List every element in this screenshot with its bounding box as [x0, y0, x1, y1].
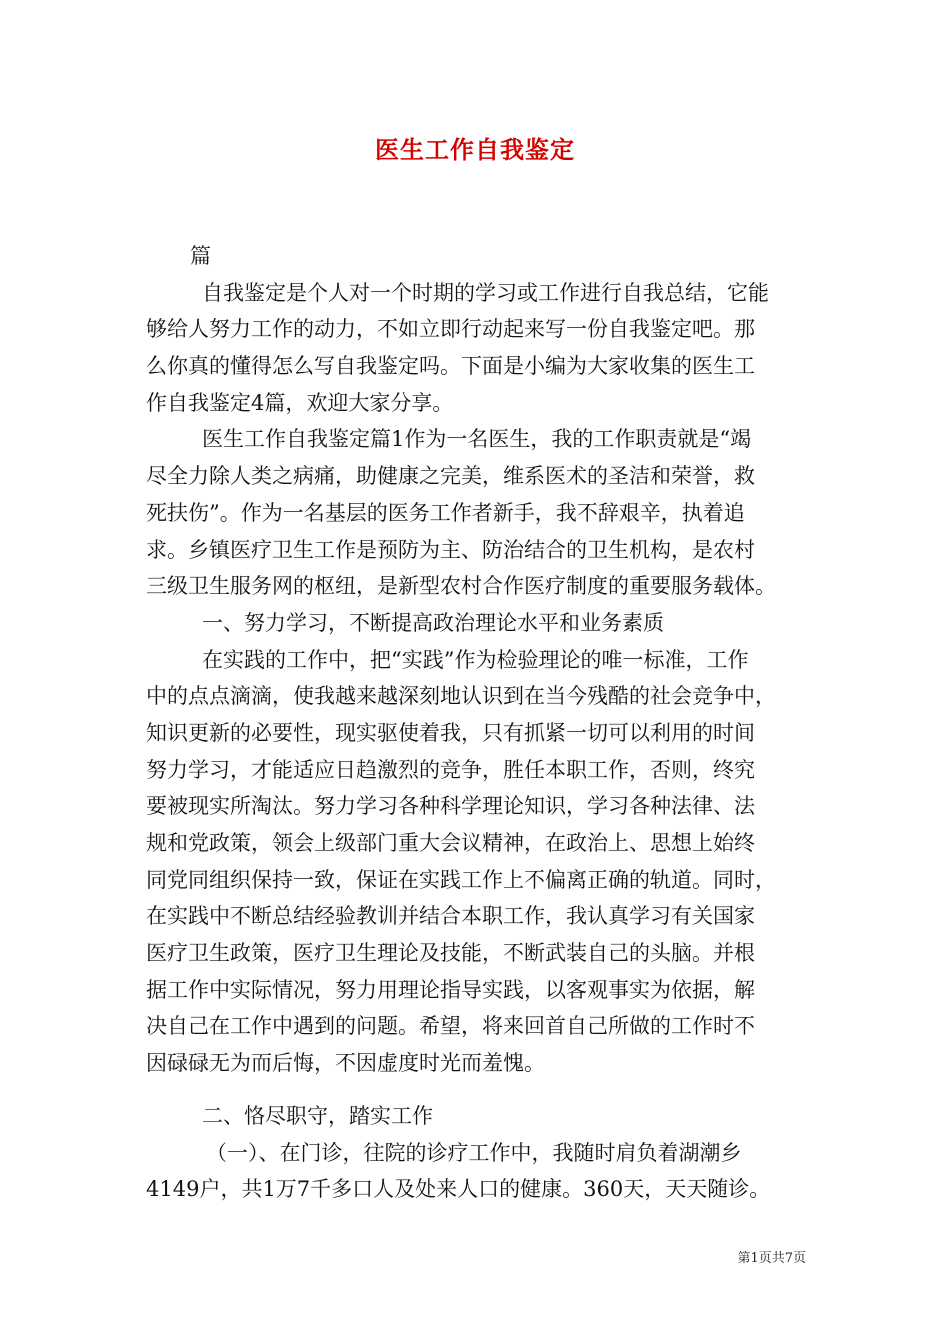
- paragraph-line: 么你真的懂得怎么写自我鉴定吗。下面是小编为大家收集的医生工: [146, 354, 755, 379]
- paragraph-line: 求。乡镇医疗卫生工作是预防为主、防治结合的卫生机构，是农村: [146, 537, 755, 562]
- paragraph-line: 4149户，共1万7千多口人及处来人口的健康。360天，天天随诊。: [146, 1177, 771, 1202]
- paragraph-line: 同党同组织保持一致，保证在实践工作上不偏离正确的轨道。同时，: [146, 867, 776, 892]
- document-body: [146, 238, 808, 1208]
- paragraph-line: 知识更新的必要性，现实驱使着我，只有抓紧一切可以利用的时间: [146, 720, 755, 745]
- paragraph-line: 规和党政策，领会上级部门重大会议精神，在政治上、思想上始终: [146, 831, 755, 855]
- section-heading: 二、恪尽职守，踏实工作: [202, 1103, 433, 1128]
- paragraph-line: 尽全力除人类之病痛，助健康之完美，维系医术的圣洁和荣誉，救: [146, 464, 755, 489]
- paragraph-line: 自我鉴定是个人对一个时期的学习或工作进行自我总结，它能: [202, 280, 769, 305]
- page-number: 第1页共7页: [737, 1251, 806, 1266]
- paragraph-line: 在实践中不断总结经验教训并结合本职工作，我认真学习有关国家: [146, 904, 755, 929]
- paragraph-line: 要被现实所淘汰。努力学习各种科学理论知识，学习各种法律、法: [146, 794, 755, 819]
- paragraph-line: 医生工作自我鉴定篇1作为一名医生，我的工作职责就是“竭: [202, 427, 752, 452]
- paragraph-line: 三级卫生服务网的枢纽，是新型农村合作医疗制度的重要服务载体。: [146, 574, 776, 599]
- paragraph-line: 据工作中实际情况，努力用理论指导实践，以客观事实为依据，解: [146, 977, 755, 1002]
- paragraph-line: 医疗卫生政策，医疗卫生理论及技能，不断武装自己的头脑。并根: [146, 941, 755, 966]
- page-title: 医生工作自我鉴定: [375, 135, 575, 164]
- paragraph-line: 死扶伤”。作为一名基层的医务工作者新手，我不辞艰辛，执着追: [146, 500, 745, 525]
- paragraph-line: 中的点点滴滴，使我越来越深刻地认识到在当今残酷的社会竞争中，: [146, 684, 776, 709]
- paragraph-gap: [146, 1082, 808, 1098]
- section-marker: 篇: [190, 244, 211, 268]
- paragraph-line: 作自我鉴定4篇，欢迎大家分享。: [146, 390, 454, 415]
- paragraph-line: （一）、在门诊，往院的诊疗工作中，我随时肩负着湖潮乡: [206, 1140, 742, 1165]
- paragraph-line: 努力学习，才能适应日趋激烈的竞争，胜任本职工作，否则，终究: [146, 757, 755, 782]
- paragraph-line: 在实践的工作中，把“实践”作为检验理论的唯一标准，工作: [202, 647, 749, 672]
- section-heading: 一、努力学习，不断提高政治理论水平和业务素质: [202, 610, 664, 635]
- paragraph-line: 够给人努力工作的动力，不如立即行动起来写一份自我鉴定吧。那: [146, 317, 755, 342]
- paragraph-line: 决自己在工作中遇到的问题。希望，将来回首自己所做的工作时不: [146, 1014, 755, 1039]
- paragraph-line: 因碌碌无为而后悔，不因虚度时光而羞愧。: [146, 1051, 545, 1076]
